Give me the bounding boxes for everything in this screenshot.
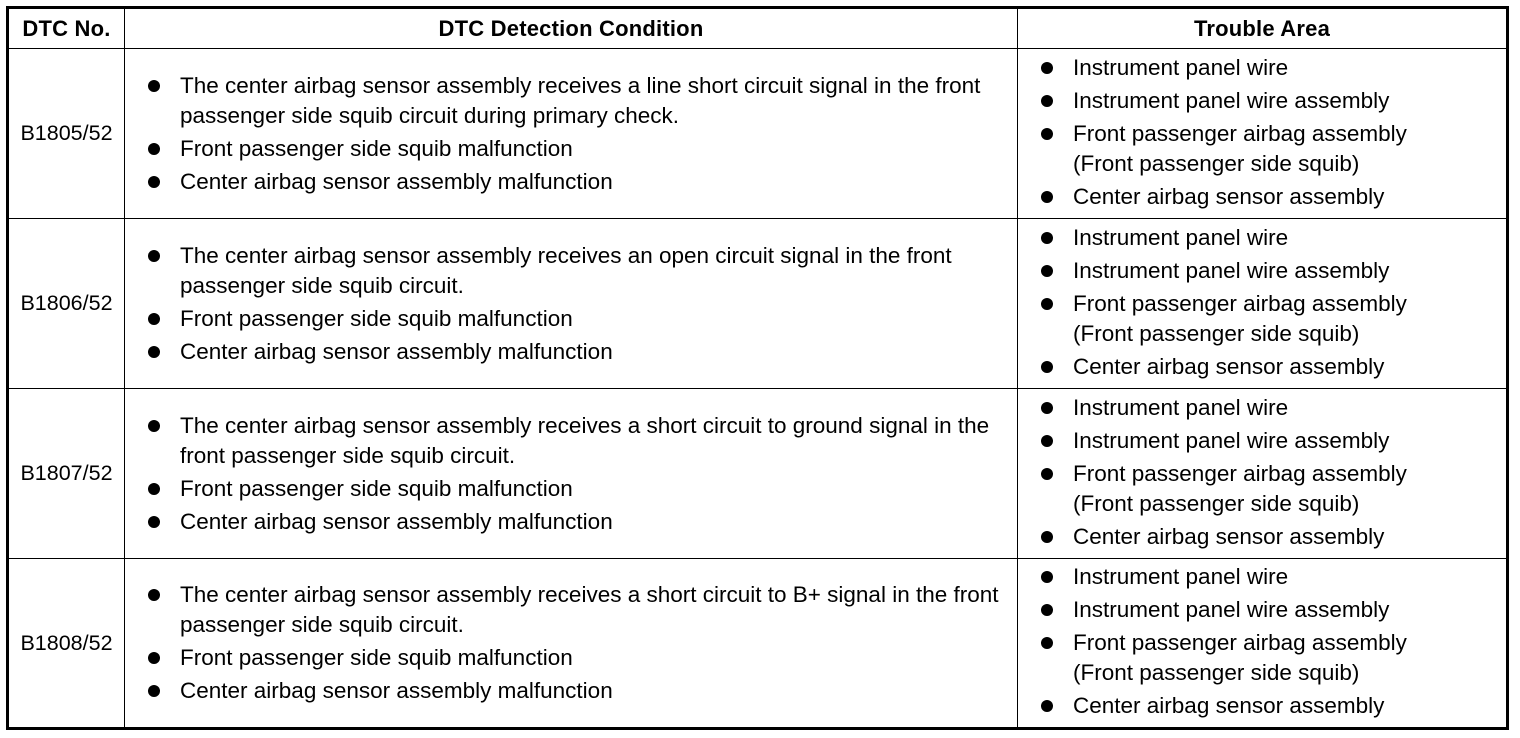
- condition-item: Center airbag sensor assembly malfunction: [125, 337, 1017, 367]
- bullet-icon: [148, 589, 160, 601]
- dtc-code: B1805/52: [8, 49, 125, 219]
- bullet-icon: [1041, 298, 1053, 310]
- bullet-icon: [148, 652, 160, 664]
- bullet-icon: [1041, 435, 1053, 447]
- trouble-area-cell: [1018, 49, 1508, 219]
- condition-item: The center airbag sensor assembly receives a line short circuit signal in the front passenger side squib circuit during primary check.: [125, 71, 1017, 131]
- bullet-icon: [1041, 531, 1053, 543]
- trouble-area-cell: [1018, 389, 1508, 559]
- condition-item: The center airbag sensor assembly receives an open circuit signal in the front passenger side squib circuit.: [125, 241, 1017, 301]
- condition-item: Front passenger side squib malfunction: [125, 304, 1017, 334]
- bullet-icon: [1041, 128, 1053, 140]
- bullet-icon: [148, 176, 160, 188]
- table-row: [8, 389, 1508, 559]
- dtc-code: B1807/52: [8, 389, 125, 559]
- bullet-icon: [1041, 191, 1053, 203]
- bullet-icon: [1041, 571, 1053, 583]
- condition-item: Front passenger side squib malfunction: [125, 134, 1017, 164]
- area-item: Instrument panel wire assembly: [1018, 426, 1506, 456]
- bullet-icon: [148, 80, 160, 92]
- area-item: Center airbag sensor assembly: [1018, 182, 1506, 212]
- bullet-icon: [148, 420, 160, 432]
- bullet-icon: [148, 250, 160, 262]
- condition-item: Center airbag sensor assembly malfunction: [125, 676, 1017, 706]
- bullet-icon: [148, 313, 160, 325]
- area-note: (Front passenger side squib): [1073, 490, 1360, 516]
- condition-item: Center airbag sensor assembly malfunction: [125, 507, 1017, 537]
- detection-condition-cell: [125, 219, 1018, 389]
- condition-item: The center airbag sensor assembly receives a short circuit to ground signal in the front passenger side squib circuit.: [125, 411, 1017, 471]
- area-note: (Front passenger side squib): [1073, 660, 1360, 685]
- header-row: [8, 8, 1508, 49]
- condition-item: Front passenger side squib malfunction: [125, 643, 1017, 673]
- bullet-icon: [1041, 232, 1053, 244]
- condition-item: Center airbag sensor assembly malfunction: [125, 167, 1017, 197]
- area-item: Instrument panel wire assembly: [1018, 595, 1506, 625]
- area-note: (Front passenger side squib): [1073, 320, 1360, 346]
- area-item: Front passenger airbag assembly (Front passenger side squib): [1018, 628, 1506, 688]
- header-trouble-area: Trouble Area: [1018, 8, 1508, 49]
- area-note: (Front passenger side squib): [1073, 150, 1360, 176]
- area-item: Instrument panel wire assembly: [1018, 256, 1506, 286]
- detection-condition-cell: [125, 49, 1018, 219]
- table-row: [8, 49, 1508, 219]
- area-item: Center airbag sensor assembly: [1018, 691, 1506, 721]
- trouble-area-cell: [1018, 559, 1508, 729]
- bullet-icon: [148, 346, 160, 358]
- area-item: Instrument panel wire: [1018, 223, 1506, 253]
- dtc-code: B1806/52: [8, 219, 125, 389]
- trouble-area-cell: [1018, 219, 1508, 389]
- bullet-icon: [1041, 95, 1053, 107]
- area-item: Instrument panel wire: [1018, 53, 1506, 83]
- bullet-icon: [1041, 637, 1053, 649]
- area-item: Front passenger airbag assembly (Front passenger side squib): [1018, 119, 1506, 179]
- area-item: Center airbag sensor assembly: [1018, 522, 1506, 552]
- bullet-icon: [1041, 265, 1053, 277]
- bullet-icon: [1041, 402, 1053, 414]
- area-item: Front passenger airbag assembly (Front passenger side squib): [1018, 459, 1506, 519]
- table-row: [8, 559, 1508, 729]
- bullet-icon: [1041, 700, 1053, 712]
- area-item: Instrument panel wire assembly: [1018, 86, 1506, 116]
- bullet-icon: [1041, 468, 1053, 480]
- bullet-icon: [1041, 361, 1053, 373]
- detection-condition-cell: [125, 389, 1018, 559]
- condition-item: Front passenger side squib malfunction: [125, 474, 1017, 504]
- area-item: Front passenger airbag assembly (Front passenger side squib): [1018, 289, 1506, 349]
- bullet-icon: [148, 483, 160, 495]
- bullet-icon: [148, 516, 160, 528]
- bullet-icon: [148, 143, 160, 155]
- header-dtc-no: DTC No.: [8, 8, 125, 49]
- bullet-icon: [148, 685, 160, 697]
- detection-condition-cell: [125, 559, 1018, 729]
- area-item: Instrument panel wire: [1018, 562, 1506, 592]
- condition-item: The center airbag sensor assembly receives a short circuit to B+ signal in the front passenger side squib circuit.: [125, 580, 1017, 640]
- header-detection-condition: DTC Detection Condition: [125, 8, 1018, 49]
- table-row: [8, 219, 1508, 389]
- area-item: Instrument panel wire: [1018, 393, 1506, 423]
- dtc-table: [6, 6, 1509, 730]
- dtc-code: B1808/52: [8, 559, 125, 729]
- bullet-icon: [1041, 604, 1053, 616]
- bullet-icon: [1041, 62, 1053, 74]
- area-item: Center airbag sensor assembly: [1018, 352, 1506, 382]
